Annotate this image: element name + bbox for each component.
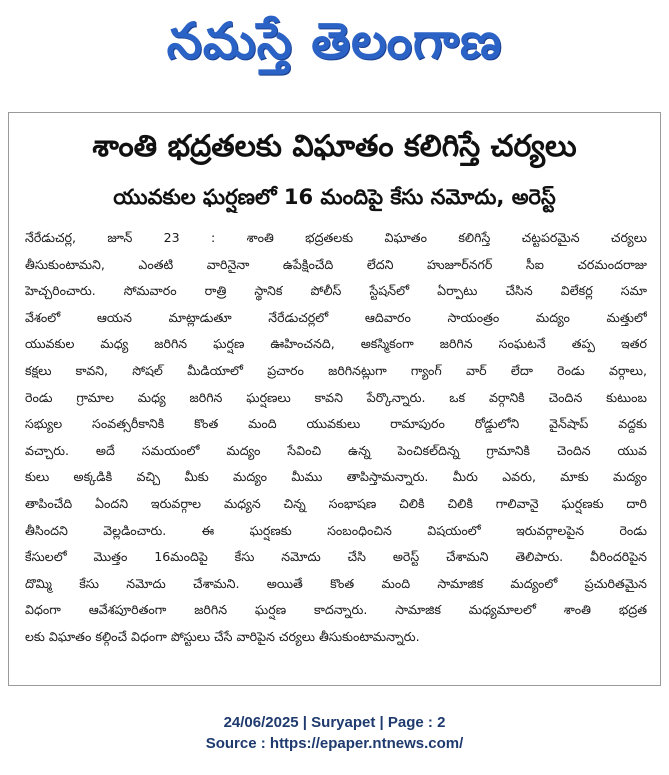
body-line: నేరేడుచర్ల, జూన్ 23 : శాంతి భద్రతలకు విఘాతం కలిగిస్తే చట్టపరమైన చర్యలు [25,230,647,245]
article-clipping [8,112,661,686]
body-line: కులు అక్కడికి వచ్చి మీకు మద్యం మీము తాపిస్తామన్నారు. మీరు ఎవరు, మాకు మద్యం [25,469,647,485]
body-line: రెండు గ్రామాల మధ్య జరిగిన ఘర్షణలు కావని పేర్కొన్నారు. ఒక వర్గానికి చెందిన కుటుంబ [25,389,647,405]
body-line: లకు విఘాతం కల్గించే విధంగా పోస్టులు చేసే వారిపైన చర్యలు తీసుకుంటామన్నారు. [25,628,420,644]
body-line: తీసిందని వెల్లడించారు. ఈ ఘర్షణకు సంబంధించిన విషయంలో ఇరువర్గాలపైన రెండు [25,522,647,538]
body-line: సభ్యుల సంవత్సరీకానికి కొంత మంది యువకులు రామాపురం రోడ్డులోని వైన్‌షాప్ వద్దకు [25,416,647,432]
article-subheadline: యువకుల ఘర్షణలో 16 మందిపై కేసు నమోదు, అరెస్ట్ [113,185,556,209]
body-line: తీసుకుంటామని, ఎంతటి వారినైనా ఉపేక్షించేది లేదని హుజూర్‌నగర్ సీఐ చరమందరాజు [25,256,647,272]
body-line: వచ్చారు. అదే సమయంలో మద్యం సేవించి ఉన్న పెంచికల్‌దిన్న గ్రామానికి చెందిన యువ [25,442,647,458]
body-line: తాపించేది ఏందని ఇరువర్గాల మధ్యన చిన్న సంభాషణ చిలికి చిలికి గాలివానై ఘర్షణకు దారి [25,495,647,511]
body-line: హెచ్చరించారు. సోమవారం రాత్రి స్థానిక పోలీస్ స్టేషన్‌లో ఏర్పాటు చేసిన విలేకర్ల సమా [25,283,647,299]
body-line: దొమ్మి కేసు నమోదు చేశామని. అయితే కొంత మంది సామాజిక మద్యంలో ప్రచురితమైన [25,575,647,591]
body-line: కక్షలు కావని, సోషల్ మీడియాలో ప్రచారం జరిగినట్లుగా గ్యాంగ్ వార్ లేదా రెండు వర్గాలు, [25,362,647,378]
article-body [25,225,647,651]
body-line: యువకుల మధ్య జరిగిన ఘర్షణ ఊహించనది, అకస్మికంగా జరిగిన సంఘటనే తప్ప ఇతర [25,336,647,352]
body-line: వేశంలో ఆయన మాట్లాడుతూ నేరేడుచర్లలో ఆదివారం సాయంత్రం మద్యం మత్తులో [25,309,647,325]
article-headline: శాంతి భద్రతలకు విఘాతం కలిగిస్తే చర్యలు [92,129,577,164]
newspaper-logo: నమస్తే తెలంగాణ [166,12,503,70]
masthead [0,4,669,82]
body-line: కేసులలో మొత్తం 16మందిపై కేసు నమోదు చేసి అరెస్ట్ చేశామని తెలిపారు. వీరిందరిపైన [25,549,647,565]
footer-source: Source : https://epaper.ntnews.com/ [205,735,464,752]
body-line: విధంగా ఆవేశపూరితంగా జరిగిన ఘర్షణ కాదన్నారు. సామాజిక మధ్యమాలలో శాంతి భద్రత [25,602,647,618]
footer-date-edition: 24/06/2025 | Suryapet | Page : 2 [223,714,446,731]
footer [0,712,669,754]
